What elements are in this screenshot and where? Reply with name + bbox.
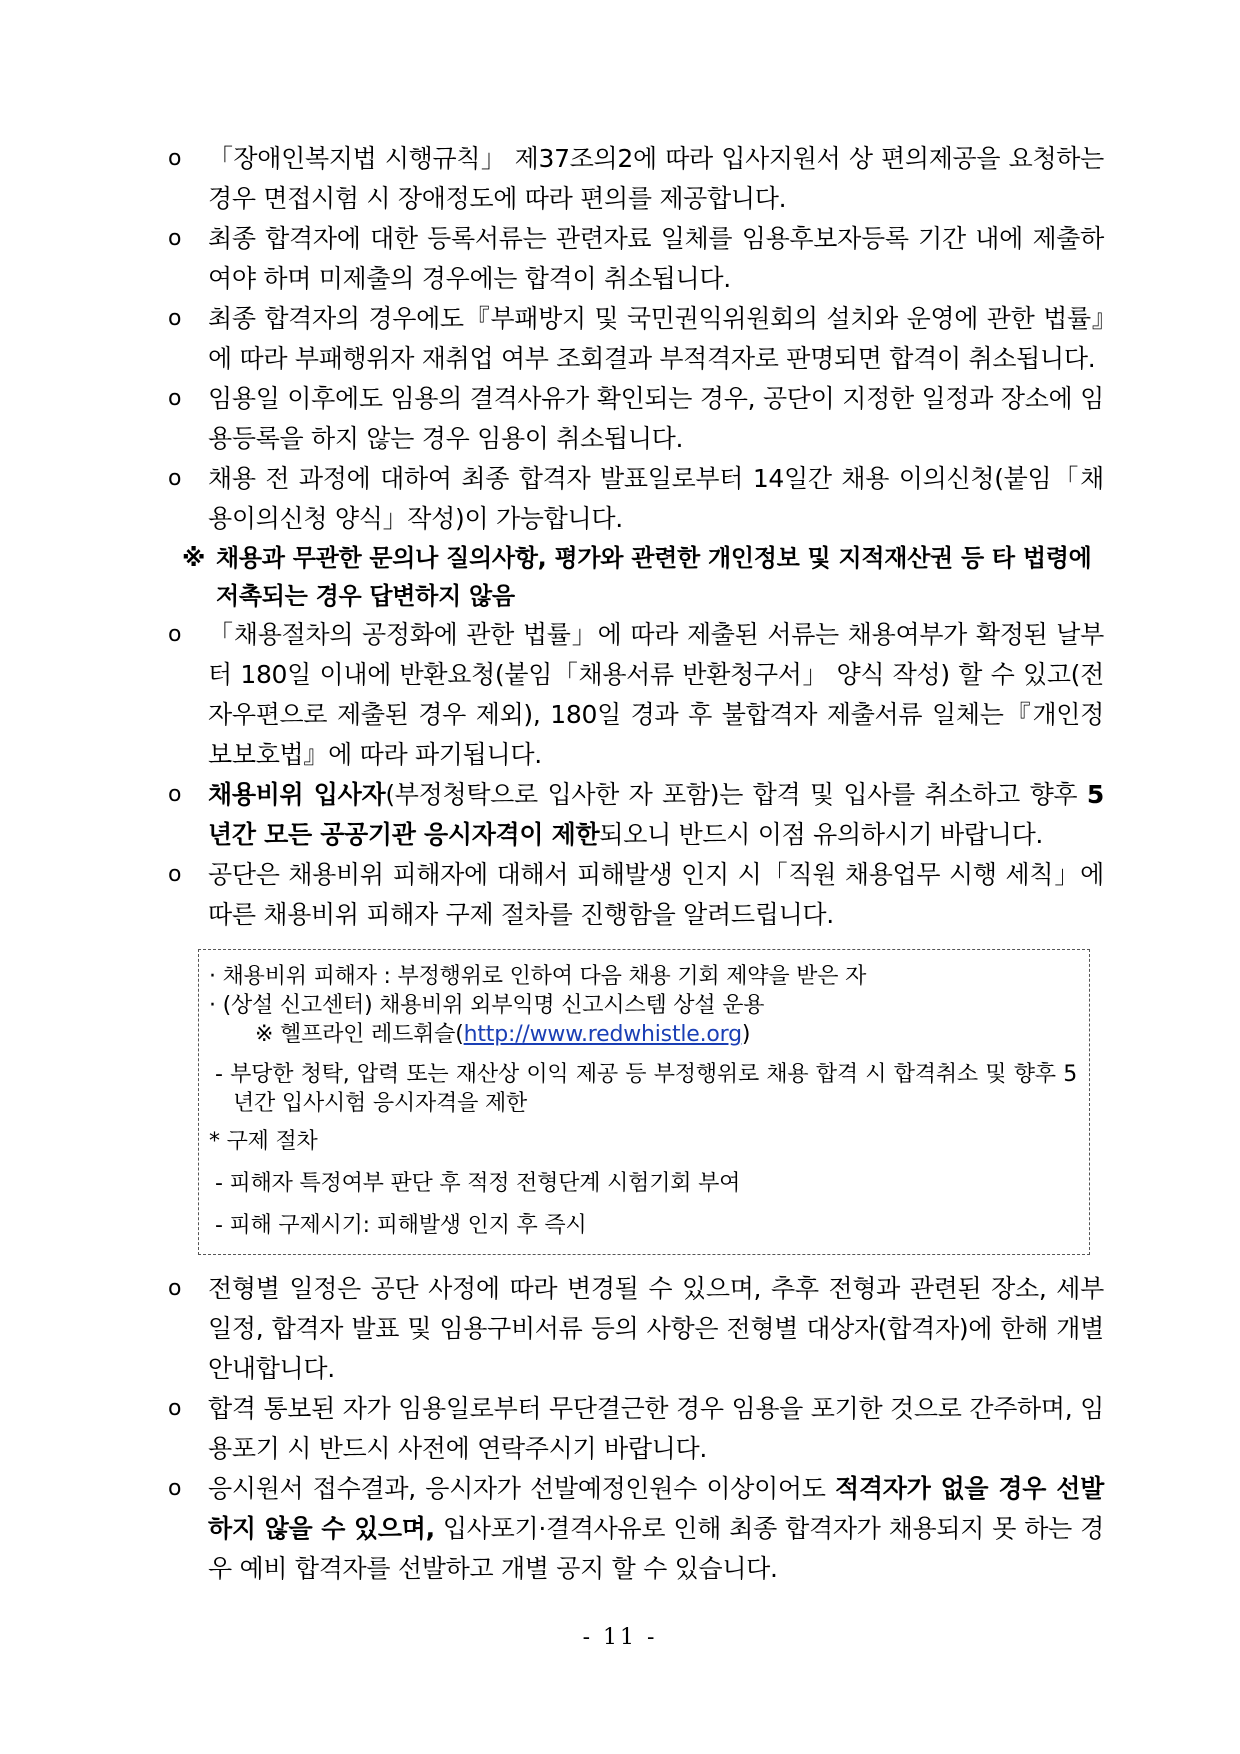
item-text: 최종 합격자의 경우에도『부패방지 및 국민권익위원회의 설치와 운영에 관한 법률』에 따라 부패행위자 재취업 여부 조회결과 부적격자로 판명되면 합격이 취소됩니다. <box>208 304 1104 373</box>
note-mark: ※ <box>182 544 206 572</box>
box-dash-line: - 피해 구제시기: 피해발생 인지 후 즉시 <box>215 1213 587 1238</box>
bold-text: 채용비위 입사자 <box>208 780 386 809</box>
helpline-line <box>209 1020 1077 1049</box>
bullet-marker: o <box>168 146 182 171</box>
list-item <box>168 1269 1104 1389</box>
list-item <box>168 1469 1104 1589</box>
helpline-prefix: ※ 헬프라인 레드휘슬( <box>255 1022 464 1047</box>
page-number: - 11 - <box>582 1625 658 1650</box>
item-text: 「채용절차의 공정화에 관한 법률」에 따라 제출된 서류는 채용여부가 확정된 날부터 180일 이내에 반환요청(붙임「채용서류 반환청구서」 양식 작성) 할 수 있고(전자우편으로 제출된 경우 제외), 180일 경과 후 불합격자 제출서류 일체는『개인정보보호법』에 따라 파기됩니다. <box>208 620 1104 769</box>
bullet-marker: o <box>168 1476 182 1501</box>
item-text: 전형별 일정은 공단 사정에 따라 변경될 수 있으며, 추후 전형과 관련된 장소, 세부 일정, 합격자 발표 및 임용구비서류 등의 사항은 전형별 대상자(합격자)에 한해 개별 안내합니다. <box>208 1274 1104 1383</box>
item-text: 입사포기·결격사유로 인해 최종 합격자가 채용되지 못 하는 경우 예비 합격자를 선발하고 개별 공지 할 수 있습니다. <box>208 1514 1104 1583</box>
note-text: 채용과 무관한 문의나 질의사항, 평가와 관련한 개인정보 및 지적재산권 등 타 법령에 저촉되는 경우 답변하지 않음 <box>216 544 1092 610</box>
item-text: 임용일 이후에도 임용의 결격사유가 확인되는 경우, 공단이 지정한 일정과 장소에 임용등록을 하지 않는 경우 임용이 취소됩니다. <box>208 384 1104 453</box>
list-item <box>168 299 1104 379</box>
box-dash-line: - 피해자 특정여부 판단 후 적정 전형단계 시험기회 부여 <box>215 1171 741 1196</box>
item-text: 합격 통보된 자가 임용일로부터 무단결근한 경우 임용을 포기한 것으로 간주하며, 임용포기 시 반드시 사전에 연락주시기 바랍니다. <box>208 1394 1104 1463</box>
item-text: 되오니 반드시 이점 유의하시기 바랍니다. <box>599 820 1044 849</box>
bullet-marker: o <box>168 306 182 331</box>
item-text: 채용 전 과정에 대하여 최종 합격자 발표일로부터 14일간 채용 이의신청(붙임「채용이의신청 양식」작성)이 가능합니다. <box>208 464 1104 533</box>
item-text: 최종 합격자에 대한 등록서류는 관련자료 일체를 임용후보자등록 기간 내에 제출하여야 하며 미제출의 경우에는 합격이 취소됩니다. <box>208 224 1104 293</box>
bullet-marker: o <box>168 1396 182 1421</box>
inquiry-note <box>168 539 1104 615</box>
bold-text: 5년간 모든 공공기관 응시자격이 제한 <box>208 780 1104 849</box>
info-box <box>198 949 1090 1255</box>
list-item <box>168 1389 1104 1469</box>
box-line: · 채용비위 피해자 : 부정행위로 인하여 다음 채용 기회 제약을 받은 자 <box>209 964 867 989</box>
list-item <box>168 855 1104 935</box>
document-body <box>168 139 1104 1589</box>
list-item <box>168 775 1104 855</box>
item-text: 응시원서 접수결과, 응시자가 선발예정인원수 이상이어도 <box>208 1474 836 1503</box>
bullet-marker: o <box>168 226 182 251</box>
list-item <box>168 615 1104 775</box>
list-item <box>168 379 1104 459</box>
box-dash-line: - 부당한 청탁, 압력 또는 재산상 이익 제공 등 부정행위로 채용 합격 시 합격취소 및 향후 5년간 입사시험 응시자격을 제한 <box>215 1062 1077 1116</box>
bullet-marker: o <box>168 782 182 807</box>
redwhistle-link[interactable]: http://www.redwhistle.org <box>463 1022 742 1047</box>
list-item <box>168 219 1104 299</box>
list-item <box>168 459 1104 539</box>
bullet-marker: o <box>168 1276 182 1301</box>
bullet-marker: o <box>168 862 182 887</box>
bullet-marker: o <box>168 622 182 647</box>
helpline-suffix: ) <box>741 1022 751 1047</box>
bold-text: 적격자가 없을 경우 선발하지 않을 수 있으며, <box>208 1474 1104 1543</box>
item-text: 「장애인복지법 시행규칙」 제37조의2에 따라 입사지원서 상 편의제공을 요청하는 경우 면접시험 시 장애정도에 따라 편의를 제공합니다. <box>208 144 1104 213</box>
item-text: 공단은 채용비위 피해자에 대해서 피해발생 인지 시「직원 채용업무 시행 세칙」에 따른 채용비위 피해자 구제 절차를 진행함을 알려드립니다. <box>208 860 1104 929</box>
item-text: (부정청탁으로 입사한 자 포함)는 합격 및 입사를 취소하고 향후 <box>385 780 1087 809</box>
list-item <box>168 139 1104 219</box>
box-star-line: * 구제 절차 <box>209 1129 318 1154</box>
bullet-marker: o <box>168 466 182 491</box>
bullet-marker: o <box>168 386 182 411</box>
box-line: · (상설 신고센터) 채용비위 외부익명 신고시스템 상설 운용 <box>209 993 765 1018</box>
